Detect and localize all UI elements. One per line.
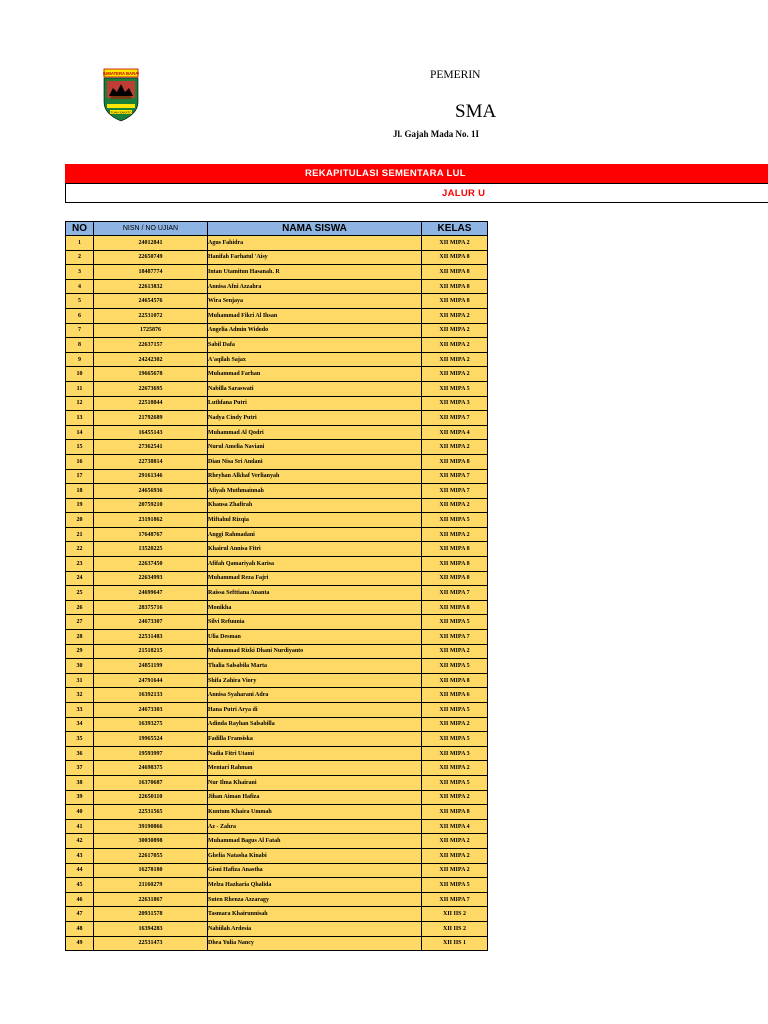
cell-no: 35	[66, 732, 94, 747]
cell-nama: Thalia Salsabila Marta	[208, 659, 422, 674]
cell-nisn: 20931578	[94, 907, 208, 922]
cell-kelas: XII MIPA 5	[422, 513, 488, 528]
cell-kelas: XII MIPA 8	[422, 279, 488, 294]
cell-nisn: 22650110	[94, 790, 208, 805]
cell-nama: Annisa Afni Azzahra	[208, 279, 422, 294]
cell-nama: Agus Fahidra	[208, 236, 422, 251]
cell-no: 10	[66, 367, 94, 382]
cell-nisn: 24012841	[94, 236, 208, 251]
cell-kelas: XII MIPA 8	[422, 250, 488, 265]
cell-kelas: XII MIPA 8	[422, 557, 488, 572]
cell-nama: Suten Rhenza Azzaragy	[208, 892, 422, 907]
table-row	[66, 352, 488, 367]
cell-nisn: 22613832	[94, 279, 208, 294]
cell-no: 34	[66, 717, 94, 732]
table-row	[66, 279, 488, 294]
cell-nama: Nadya Cindy Putri	[208, 411, 422, 426]
cell-no: 42	[66, 834, 94, 849]
table-row	[66, 936, 488, 951]
cell-nisn: 19593997	[94, 746, 208, 761]
cell-nama: Afiyah Muthmainnah	[208, 484, 422, 499]
table-row	[66, 411, 488, 426]
cell-no: 24	[66, 571, 94, 586]
cell-nama: Jihan Aiman Hafiza	[208, 790, 422, 805]
cell-kelas: XII IIS 2	[422, 921, 488, 936]
cell-nama: Dhea Yulia Nancy	[208, 936, 422, 951]
cell-nisn: 24656936	[94, 484, 208, 499]
cell-kelas: XII MIPA 3	[422, 746, 488, 761]
table-row	[66, 819, 488, 834]
cell-nama: Az - Zahra	[208, 819, 422, 834]
cell-nama: Hanifah Farhatul 'Aisy	[208, 250, 422, 265]
cell-nisn: 19965524	[94, 732, 208, 747]
table-row	[66, 863, 488, 878]
cell-no: 40	[66, 805, 94, 820]
cell-nisn: 24699647	[94, 586, 208, 601]
cell-kelas: XII MIPA 8	[422, 673, 488, 688]
cell-nama: Silvi Refuunia	[208, 615, 422, 630]
cell-no: 20	[66, 513, 94, 528]
cell-no: 31	[66, 673, 94, 688]
cell-kelas: XII IIS 1	[422, 936, 488, 951]
cell-no: 25	[66, 586, 94, 601]
table-row	[66, 250, 488, 265]
cell-nama: Monikha	[208, 600, 422, 615]
cell-kelas: XII MIPA 7	[422, 484, 488, 499]
cell-no: 13	[66, 411, 94, 426]
school-logo	[103, 68, 139, 122]
cell-nisn: 17648767	[94, 527, 208, 542]
cell-kelas: XII MIPA 7	[422, 411, 488, 426]
cell-kelas: XII MIPA 7	[422, 586, 488, 601]
cell-nama: Muhammad Reza Fajri	[208, 571, 422, 586]
cell-kelas: XII MIPA 8	[422, 265, 488, 280]
cell-no: 7	[66, 323, 94, 338]
school-name: SMA	[455, 101, 497, 122]
cell-nama: Gisni Hafiza Anastha	[208, 863, 422, 878]
table-row	[66, 805, 488, 820]
cell-nama: A'aqilah Sajax	[208, 352, 422, 367]
cell-nisn: 22531473	[94, 936, 208, 951]
table-row	[66, 425, 488, 440]
table-row	[66, 527, 488, 542]
cell-no: 11	[66, 381, 94, 396]
cell-kelas: XII MIPA 8	[422, 542, 488, 557]
cell-kelas: XII MIPA 8	[422, 454, 488, 469]
cell-nama: Nur Ilma Khairani	[208, 775, 422, 790]
cell-no: 16	[66, 454, 94, 469]
cell-kelas: XII MIPA 8	[422, 571, 488, 586]
cell-nisn: 24673307	[94, 615, 208, 630]
cell-nisn: 22631867	[94, 892, 208, 907]
table-row	[66, 323, 488, 338]
cell-kelas: XII MIPA 2	[422, 323, 488, 338]
table-row	[66, 630, 488, 645]
cell-nama: Raissa Sefttiana Ananta	[208, 586, 422, 601]
cell-kelas: XII MIPA 4	[422, 425, 488, 440]
cell-nisn: 16370687	[94, 775, 208, 790]
cell-no: 12	[66, 396, 94, 411]
table-row	[66, 644, 488, 659]
cell-nisn: 24791644	[94, 673, 208, 688]
cell-no: 43	[66, 848, 94, 863]
cell-no: 37	[66, 761, 94, 776]
cell-nisn: 22617055	[94, 848, 208, 863]
table-row	[66, 469, 488, 484]
cell-nama: Miftahul Rizqia	[208, 513, 422, 528]
cell-nama: Adinda Rayhan Salsabilla	[208, 717, 422, 732]
cell-kelas: XII MIPA 6	[422, 688, 488, 703]
cell-nisn: 21160279	[94, 878, 208, 893]
cell-kelas: XII MIPA 2	[422, 352, 488, 367]
cell-nama: Anggi Rahmadani	[208, 527, 422, 542]
cell-kelas: XII MIPA 8	[422, 294, 488, 309]
table-row	[66, 542, 488, 557]
recap-subtitle-banner	[65, 183, 768, 203]
cell-no: 48	[66, 921, 94, 936]
cell-nisn: 27362541	[94, 440, 208, 455]
table-row	[66, 703, 488, 718]
cell-no: 17	[66, 469, 94, 484]
table-row	[66, 294, 488, 309]
cell-nisn: 16278180	[94, 863, 208, 878]
table-row	[66, 892, 488, 907]
cell-nisn: 1725876	[94, 323, 208, 338]
cell-no: 23	[66, 557, 94, 572]
table-row	[66, 761, 488, 776]
table-row	[66, 454, 488, 469]
cell-kelas: XII MIPA 7	[422, 630, 488, 645]
cell-nama: Muhammad Al Qodri	[208, 425, 422, 440]
cell-kelas: XII MIPA 2	[422, 367, 488, 382]
cell-nisn: 22637450	[94, 557, 208, 572]
cell-no: 4	[66, 279, 94, 294]
cell-no: 45	[66, 878, 94, 893]
cell-kelas: XII IIS 2	[422, 907, 488, 922]
cell-nisn: 24851199	[94, 659, 208, 674]
cell-kelas: XII MIPA 2	[422, 644, 488, 659]
cell-no: 38	[66, 775, 94, 790]
cell-kelas: XII MIPA 2	[422, 863, 488, 878]
cell-nama: Nadia Fitri Utami	[208, 746, 422, 761]
cell-kelas: XII MIPA 5	[422, 878, 488, 893]
cell-kelas: XII MIPA 5	[422, 732, 488, 747]
table-row	[66, 265, 488, 280]
cell-nisn: 13520225	[94, 542, 208, 557]
cell-nama: Kuntum Khaira Ummah	[208, 805, 422, 820]
cell-no: 6	[66, 308, 94, 323]
table-row	[66, 586, 488, 601]
cell-kelas: XII MIPA 7	[422, 469, 488, 484]
table-row	[66, 381, 488, 396]
cell-nama: Rheyhan Alkhaf Verlianyah	[208, 469, 422, 484]
cell-no: 22	[66, 542, 94, 557]
cell-nama: Afifah Qamariyah Karisa	[208, 557, 422, 572]
cell-nisn: 16394283	[94, 921, 208, 936]
cell-nama: Muhammad Bagus Al Fatah	[208, 834, 422, 849]
cell-nama: Khansa Zhafirah	[208, 498, 422, 513]
cell-nisn: 22650749	[94, 250, 208, 265]
cell-nisn: 29161346	[94, 469, 208, 484]
cell-nisn: 21518215	[94, 644, 208, 659]
cell-nisn: 30030898	[94, 834, 208, 849]
cell-no: 49	[66, 936, 94, 951]
table-row	[66, 848, 488, 863]
table-row	[66, 615, 488, 630]
cell-kelas: XII MIPA 8	[422, 600, 488, 615]
cell-nisn: 22531072	[94, 308, 208, 323]
table-row	[66, 790, 488, 805]
cell-nama: Melza Hazharia Qhalida	[208, 878, 422, 893]
cell-nama: Tasmara Khairunnisah	[208, 907, 422, 922]
cell-nisn: 22673695	[94, 381, 208, 396]
cell-no: 3	[66, 265, 94, 280]
cell-nisn: 24698375	[94, 761, 208, 776]
table-row	[66, 571, 488, 586]
table-row	[66, 236, 488, 251]
cell-no: 28	[66, 630, 94, 645]
cell-nama: Annisa Syaharani Adra	[208, 688, 422, 703]
table-row	[66, 367, 488, 382]
cell-no: 9	[66, 352, 94, 367]
cell-no: 30	[66, 659, 94, 674]
cell-kelas: XII MIPA 7	[422, 892, 488, 907]
cell-nisn: 16392133	[94, 688, 208, 703]
cell-kelas: XII MIPA 2	[422, 848, 488, 863]
cell-no: 33	[66, 703, 94, 718]
cell-nama: Muhammad Fikri Al Ihsan	[208, 308, 422, 323]
cell-nisn: 24673303	[94, 703, 208, 718]
table-row	[66, 878, 488, 893]
recap-title: REKAPITULASI SEMENTARA LUL	[305, 168, 466, 179]
table-row	[66, 688, 488, 703]
cell-no: 2	[66, 250, 94, 265]
table-row	[66, 440, 488, 455]
cell-nisn: 16393275	[94, 717, 208, 732]
cell-nama: Luthfana Putri	[208, 396, 422, 411]
cell-kelas: XII MIPA 5	[422, 615, 488, 630]
cell-no: 46	[66, 892, 94, 907]
cell-no: 27	[66, 615, 94, 630]
cell-kelas: XII MIPA 2	[422, 498, 488, 513]
recap-title-banner	[65, 164, 768, 183]
table-row	[66, 834, 488, 849]
cell-kelas: XII MIPA 2	[422, 527, 488, 542]
cell-kelas: XII MIPA 5	[422, 703, 488, 718]
cell-no: 41	[66, 819, 94, 834]
svg-text:TUAH SAKATO: TUAH SAKATO	[110, 110, 132, 115]
cell-nisn: 20759210	[94, 498, 208, 513]
cell-nisn: 24654576	[94, 294, 208, 309]
cell-nisn: 22518844	[94, 396, 208, 411]
cell-nama: Ulia Desman	[208, 630, 422, 645]
recap-subtitle: JALUR U	[442, 188, 486, 199]
cell-no: 36	[66, 746, 94, 761]
col-header-no: NO	[66, 222, 94, 236]
cell-no: 39	[66, 790, 94, 805]
cell-no: 15	[66, 440, 94, 455]
cell-no: 1	[66, 236, 94, 251]
cell-kelas: XII MIPA 2	[422, 761, 488, 776]
table-row	[66, 673, 488, 688]
cell-nisn: 22531565	[94, 805, 208, 820]
cell-no: 21	[66, 527, 94, 542]
cell-kelas: XII MIPA 2	[422, 717, 488, 732]
cell-nisn: 19665678	[94, 367, 208, 382]
cell-nisn: 22531483	[94, 630, 208, 645]
cell-no: 29	[66, 644, 94, 659]
cell-nama: Shifa Zahira Viory	[208, 673, 422, 688]
cell-nama: Muhammad Rizki Dhani Nurdiyanto	[208, 644, 422, 659]
table-row	[66, 338, 488, 353]
cell-nama: Mentari Rahman	[208, 761, 422, 776]
cell-nama: Nabilla Saraswati	[208, 381, 422, 396]
cell-kelas: XII MIPA 5	[422, 775, 488, 790]
table-row	[66, 746, 488, 761]
cell-nama: Wira Senjaya	[208, 294, 422, 309]
header-line-1: PEMERIN	[430, 69, 481, 81]
svg-text:SUMATERA BARAT: SUMATERA BARAT	[103, 71, 139, 76]
table-row	[66, 775, 488, 790]
school-address: Jl. Gajah Mada No. 1I	[393, 129, 480, 139]
col-header-nama: NAMA SISWA	[208, 222, 422, 236]
cell-nisn: 22637157	[94, 338, 208, 353]
cell-no: 19	[66, 498, 94, 513]
table-row	[66, 600, 488, 615]
table-row	[66, 484, 488, 499]
cell-nisn: 23191862	[94, 513, 208, 528]
cell-nisn: 21792689	[94, 411, 208, 426]
cell-no: 26	[66, 600, 94, 615]
cell-nama: Nabiilah Ardesia	[208, 921, 422, 936]
table-row	[66, 498, 488, 513]
cell-no: 5	[66, 294, 94, 309]
cell-nama: Angelia Admin Widodo	[208, 323, 422, 338]
cell-nisn: 24242302	[94, 352, 208, 367]
col-header-kelas: KELAS	[422, 222, 488, 236]
table-row	[66, 396, 488, 411]
cell-kelas: XII MIPA 4	[422, 819, 488, 834]
cell-nama: Ghelia Natasha Kinabi	[208, 848, 422, 863]
cell-nisn: 28375716	[94, 600, 208, 615]
cell-nisn: 22634993	[94, 571, 208, 586]
table-row	[66, 308, 488, 323]
cell-kelas: XII MIPA 8	[422, 805, 488, 820]
table-body	[66, 236, 488, 951]
cell-kelas: XII MIPA 2	[422, 790, 488, 805]
student-table	[65, 221, 488, 951]
cell-nama: Khairul Annisa Fitri	[208, 542, 422, 557]
col-header-nisn: NISN / NO UJIAN	[94, 222, 208, 236]
cell-nama: Dian Nisa Sri Andani	[208, 454, 422, 469]
cell-nama: Intan Utamitun Hasanah. R	[208, 265, 422, 280]
cell-nisn: 16455143	[94, 425, 208, 440]
table-row	[66, 659, 488, 674]
cell-kelas: XII MIPA 5	[422, 659, 488, 674]
cell-nama: Hana Putri Arya di	[208, 703, 422, 718]
cell-nama: Fadilla Fransiska	[208, 732, 422, 747]
cell-kelas: XII MIPA 2	[422, 834, 488, 849]
cell-nisn: 18487774	[94, 265, 208, 280]
cell-nisn: 39190866	[94, 819, 208, 834]
cell-nama: Nurul Amelia Naviani	[208, 440, 422, 455]
cell-no: 32	[66, 688, 94, 703]
cell-no: 18	[66, 484, 94, 499]
table-row	[66, 513, 488, 528]
cell-nisn: 22738814	[94, 454, 208, 469]
cell-nama: Sabil Dafa	[208, 338, 422, 353]
cell-kelas: XII MIPA 2	[422, 308, 488, 323]
cell-no: 47	[66, 907, 94, 922]
table-row	[66, 557, 488, 572]
cell-no: 8	[66, 338, 94, 353]
cell-kelas: XII MIPA 2	[422, 338, 488, 353]
table-row	[66, 907, 488, 922]
cell-kelas: XII MIPA 2	[422, 236, 488, 251]
table-header-row	[66, 222, 488, 236]
table-row	[66, 921, 488, 936]
cell-kelas: XII MIPA 2	[422, 440, 488, 455]
cell-no: 14	[66, 425, 94, 440]
cell-no: 44	[66, 863, 94, 878]
cell-kelas: XII MIPA 5	[422, 381, 488, 396]
cell-nama: Muhammad Farhan	[208, 367, 422, 382]
table-row	[66, 717, 488, 732]
table-row	[66, 732, 488, 747]
cell-kelas: XII MIPA 3	[422, 396, 488, 411]
